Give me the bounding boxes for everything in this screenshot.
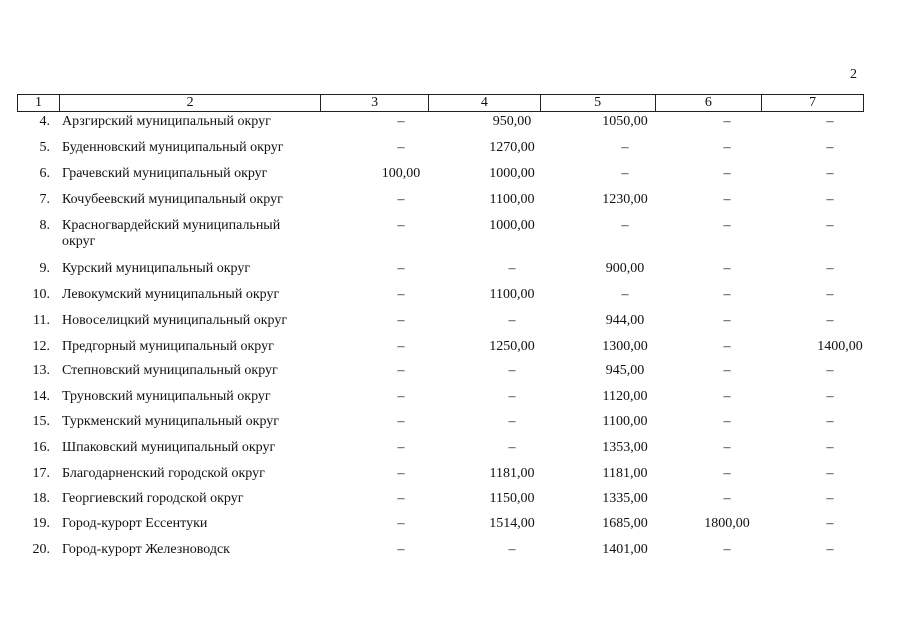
district-name: Шпаковский муниципальный округ [62,440,276,455]
value-col-3: – [397,389,405,404]
district-name: Труновский муниципальный округ [62,389,271,404]
value-col-4: – [508,542,516,557]
row-number: 12. [32,339,50,354]
value-col-5: 944,00 [605,313,645,328]
value-col-7: – [826,218,834,233]
value-col-3: – [397,287,405,302]
value-col-6: 1800,00 [704,516,750,531]
value-col-5: 1685,00 [602,516,648,531]
row-number: 5. [39,140,50,155]
value-col-5: – [621,218,629,233]
value-col-4: 1150,00 [489,491,535,506]
value-col-6: – [723,261,731,276]
value-col-6: – [723,339,731,354]
value-col-4: 1000,00 [489,166,535,181]
value-col-6: – [723,313,731,328]
value-col-4: – [508,389,516,404]
column-header-4: 4 [429,95,541,111]
row-number: 20. [32,542,50,557]
value-col-4: 1100,00 [489,287,535,302]
value-col-6: – [723,414,731,429]
row-number: 17. [32,466,50,481]
value-col-5: 1100,00 [602,414,648,429]
value-col-3: – [397,140,405,155]
value-col-6: – [723,542,731,557]
value-col-4: 950,00 [492,114,532,129]
row-number: 8. [39,218,50,233]
district-name: Степновский муниципальный округ [62,363,278,378]
district-name: Красногвардейский муниципальный округ [62,218,281,249]
value-col-6: – [723,363,731,378]
value-col-4: 1181,00 [489,466,535,481]
district-name: Георгиевский городской округ [62,491,244,506]
value-col-7: – [826,440,834,455]
value-col-4: – [508,363,516,378]
value-col-7: – [826,414,834,429]
value-col-6: – [723,389,731,404]
row-number: 15. [32,414,50,429]
district-name: Грачевский муниципальный округ [62,166,268,181]
column-header-6: 6 [656,95,763,111]
value-col-3: – [397,516,405,531]
value-col-3: – [397,440,405,455]
district-name: Благодарненский городской округ [62,466,265,481]
row-number: 18. [32,491,50,506]
column-header-2: 2 [60,95,321,111]
district-name: Кочубеевский муниципальный округ [62,192,283,207]
value-col-7: – [826,363,834,378]
value-col-7: – [826,313,834,328]
value-col-5: 1353,00 [602,440,648,455]
value-col-6: – [723,440,731,455]
column-header-5: 5 [541,95,656,111]
value-col-6: – [723,287,731,302]
value-col-3: – [397,363,405,378]
value-col-6: – [723,140,731,155]
district-name: Туркменский муниципальный округ [62,414,279,429]
value-col-3: – [397,491,405,506]
column-header-7: 7 [809,95,817,110]
column-header-3: 3 [321,95,429,111]
district-name: Город-курорт Железноводск [62,542,230,557]
value-col-3: – [397,261,405,276]
value-col-5: 945,00 [605,363,645,378]
district-name: Новоселицкий муниципальный округ [62,313,288,328]
value-col-5: 1181,00 [602,466,648,481]
value-col-4: 1000,00 [489,218,535,233]
value-col-5: – [621,287,629,302]
row-number: 10. [32,287,50,302]
value-col-5: 1300,00 [602,339,648,354]
value-col-5: 1120,00 [602,389,648,404]
value-col-7: – [826,114,834,129]
value-col-3: – [397,313,405,328]
value-col-5: – [621,140,629,155]
value-col-4: – [508,261,516,276]
value-col-4: – [508,313,516,328]
value-col-7: – [826,140,834,155]
value-col-4: 1250,00 [489,339,535,354]
value-col-7: – [826,466,834,481]
district-name: Левокумский муниципальный округ [62,287,280,302]
value-col-3: – [397,114,405,129]
value-col-3: – [397,542,405,557]
value-col-7: – [826,516,834,531]
value-col-6: – [723,166,731,181]
value-col-4: – [508,414,516,429]
district-name: Город-курорт Ессентуки [62,516,208,531]
row-number: 7. [39,192,50,207]
row-number: 11. [33,313,50,328]
value-col-4: 1100,00 [489,192,535,207]
row-number: 4. [39,114,50,129]
value-col-3: – [397,414,405,429]
district-name: Буденновский муниципальный округ [62,140,284,155]
value-col-7: – [826,491,834,506]
value-col-3: – [397,192,405,207]
value-col-5: 900,00 [605,261,645,276]
value-col-4: 1270,00 [489,140,535,155]
value-col-7: – [826,287,834,302]
value-col-5: – [621,166,629,181]
value-col-6: – [723,192,731,207]
value-col-3: 100,00 [381,166,421,181]
value-col-4: – [508,440,516,455]
district-name: Предгорный муниципальный округ [62,339,274,354]
value-col-7: – [826,542,834,557]
value-col-5: 1401,00 [602,542,648,557]
value-col-3: – [397,339,405,354]
column-header-1: 1 [18,95,60,111]
value-col-5: 1230,00 [602,192,648,207]
value-col-5: 1335,00 [602,491,648,506]
value-col-6: – [723,218,731,233]
row-number: 19. [32,516,50,531]
district-name: Курский муниципальный округ [62,261,251,276]
row-number: 14. [32,389,50,404]
row-number: 13. [32,363,50,378]
value-col-5: 1050,00 [602,114,648,129]
value-col-6: – [723,466,731,481]
value-col-4: 1514,00 [489,516,535,531]
row-number: 6. [39,166,50,181]
value-col-7: – [826,261,834,276]
value-col-7: 1400,00 [817,339,863,354]
value-col-7: – [826,389,834,404]
value-col-3: – [397,218,405,233]
page-number: 2 [850,67,857,82]
row-number: 16. [32,440,50,455]
value-col-7: – [826,166,834,181]
value-col-6: – [723,491,731,506]
value-col-3: – [397,466,405,481]
value-col-7: – [826,192,834,207]
district-name: Арзгирский муниципальный округ [62,114,271,129]
row-number: 9. [39,261,50,276]
value-col-6: – [723,114,731,129]
